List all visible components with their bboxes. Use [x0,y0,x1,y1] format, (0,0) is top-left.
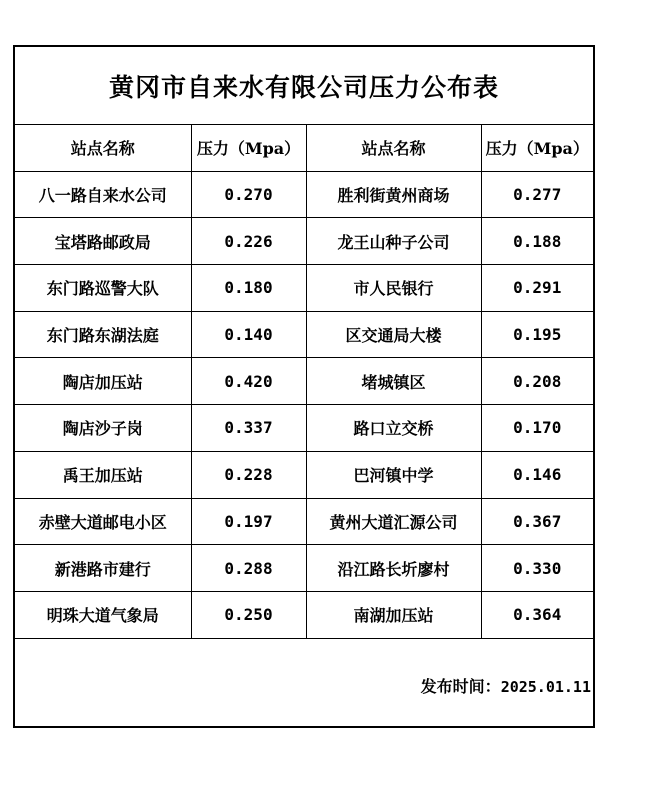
table-row [15,218,593,265]
publish-date: 2025.01.11 [500,678,591,696]
pressure-cell: 0.330 [481,545,593,592]
table-row [15,358,593,405]
station-cell: 市人民银行 [306,265,481,312]
station-cell: 陶店加压站 [15,358,191,405]
pressure-cell: 0.180 [191,265,306,312]
station-cell: 龙王山种子公司 [306,218,481,265]
station-cell: 沿江路长圻廖村 [306,545,481,592]
station-cell: 黄州大道汇源公司 [306,498,481,545]
station-cell: 八一路自来水公司 [15,171,191,218]
station-cell: 堵城镇区 [306,358,481,405]
table-row [15,591,593,638]
header-station-right: 站点名称 [306,125,481,171]
station-cell: 巴河镇中学 [306,451,481,498]
station-cell: 胜利街黄州商场 [306,171,481,218]
table-row [15,311,593,358]
station-cell: 路口立交桥 [306,405,481,452]
table-row [15,265,593,312]
pressure-cell: 0.367 [481,498,593,545]
pressure-cell: 0.277 [481,171,593,218]
pressure-cell: 0.420 [191,358,306,405]
pressure-cell: 0.197 [191,498,306,545]
pressure-cell: 0.288 [191,545,306,592]
pressure-cell: 0.195 [481,311,593,358]
station-cell: 区交通局大楼 [306,311,481,358]
header-pressure-right: 压力（Mpa） [481,125,593,171]
station-cell: 南湖加压站 [306,591,481,638]
header-pressure-left: 压力（Mpa） [191,125,306,171]
header-row [15,125,593,171]
header-station-left: 站点名称 [15,125,191,171]
station-cell: 禹王加压站 [15,451,191,498]
table-row [15,498,593,545]
station-cell: 宝塔路邮政局 [15,218,191,265]
station-cell: 赤壁大道邮电小区 [15,498,191,545]
page-title: 黄冈市自来水有限公司压力公布表 [15,47,593,125]
station-cell: 东门路东湖法庭 [15,311,191,358]
station-cell: 新港路市建行 [15,545,191,592]
table-row [15,451,593,498]
station-cell: 东门路巡警大队 [15,265,191,312]
station-cell: 陶店沙子岗 [15,405,191,452]
pressure-cell: 0.140 [191,311,306,358]
pressure-cell: 0.226 [191,218,306,265]
table-row [15,545,593,592]
station-cell: 明珠大道气象局 [15,591,191,638]
pressure-cell: 0.364 [481,591,593,638]
publish-time [421,674,591,697]
pressure-cell: 0.208 [481,358,593,405]
pressure-cell: 0.228 [191,451,306,498]
pressure-cell: 0.337 [191,405,306,452]
pressure-sheet [13,45,595,728]
pressure-cell: 0.291 [481,265,593,312]
table-row [15,171,593,218]
publish-time-label: 发布时间： [420,677,501,696]
pressure-cell: 0.188 [481,218,593,265]
pressure-cell: 0.146 [481,451,593,498]
pressure-cell: 0.170 [481,405,593,452]
pressure-cell: 0.270 [191,171,306,218]
pressure-cell: 0.250 [191,591,306,638]
pressure-table [15,125,593,639]
table-row [15,405,593,452]
